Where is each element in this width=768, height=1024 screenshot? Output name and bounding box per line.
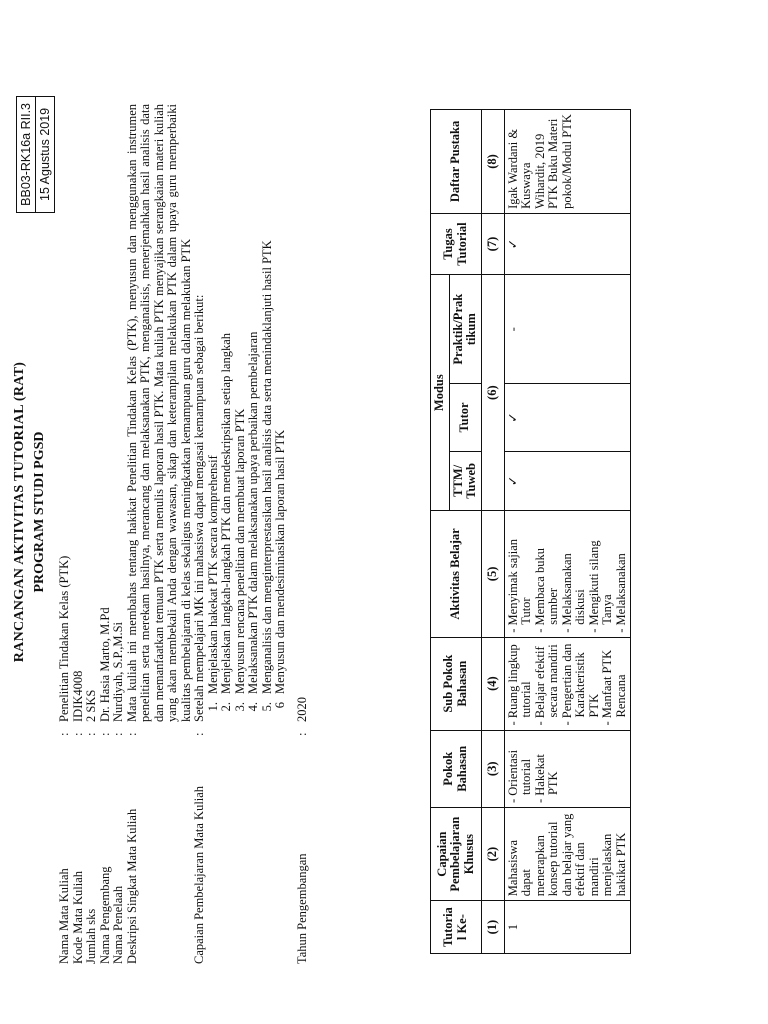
info-label: Nama Penelaah — [111, 885, 125, 964]
info-label: Nama Pengembang — [97, 866, 112, 964]
info-value: IDIK4008 — [70, 670, 85, 722]
column-number: (5) — [481, 511, 504, 638]
document-code: BB03-RK16a RII.3 — [17, 97, 36, 212]
header-sub-pokok-bahasan: Sub Pokok Bahasan — [431, 637, 482, 730]
column-number: (6) — [481, 275, 504, 511]
column-number: (4) — [481, 637, 504, 730]
column-number: (2) — [481, 808, 504, 901]
info-row-deskripsi: Deskripsi Singkat Mata Kuliah : Mata kuliah ini membahas tentang hakikat Penelitian Tindakan Kelas (PTK), menyusun dan menggunakan instrumen penelitian serta merekam hasilnya, merancang dan melaksanakan PTK, menganalisis, menerjemahkan hasil analisis data dan memanfaatkan temuan PTK serta menulis laporan hasil PTK. Mata kuliah PTK menyajikan serangkaian materi kuliah yang akan membekali Anda dengan wawasan, sikap dan keterampilan melakukan PTK dalam upaya guru memperbaiki kualitas pembelajaran di kelas sekaligus meningkatkan kemampuan guru dalam melakukan PTK — [124, 104, 193, 964]
tutorial-activity-table — [430, 109, 631, 954]
info-row-tahun: Tahun Pengembangan : 2020 — [296, 104, 310, 964]
list-item: - Ruang lingkup tutorial — [507, 642, 534, 726]
learning-outcomes-list — [207, 104, 288, 722]
header-pokok-bahasan: Pokok Bahasan — [431, 730, 482, 808]
cell-praktik: - — [504, 275, 631, 384]
list-item: 1. Menjelaskan hakekat PTK secara komprehensif — [205, 455, 220, 712]
info-label: Tahun Pengembangan — [294, 853, 309, 964]
list-item: 3. Menyusun rencana penelitian dan membuat laporan PTK — [232, 408, 247, 712]
header-aktivitas-belajar: Aktivitas Belajar — [431, 511, 482, 638]
cell-tutor-check: ✓ — [504, 384, 631, 451]
header-tugas-tutorial: Tugas Tutorial — [431, 213, 482, 274]
column-number: (3) — [481, 730, 504, 808]
header-ttm-tuweb: TTM/ Tuweb — [449, 451, 481, 510]
header-tutor: Tutor — [449, 384, 481, 451]
list-item: - Hakekat PTK — [534, 735, 561, 804]
page-subtitle: PROGRAM STUDI PGSD — [32, 431, 47, 593]
info-row-kode-mk: Kode Mata Kuliah : IDIK4008 — [72, 104, 86, 964]
cell-tugas-check: ✓ — [504, 213, 631, 274]
list-item: - Melaksanakan — [615, 515, 629, 633]
list-item: 4. Melaksanakan PTK dalam melaksanakan upaya perbaikan pembelajaran — [246, 331, 260, 712]
table-row — [504, 110, 631, 954]
cell-daftar-pustaka: Igak Wardani & Kuswaya Wihardit, 2019 PTK Buku Materi pokok/Modul PTK — [504, 110, 631, 214]
info-label: Jumlah sks — [84, 908, 98, 964]
header-tutorial: Tutoria l Ke- — [431, 901, 482, 954]
info-value: Dr. Hasia Marto, M.Pd — [97, 607, 112, 722]
list-item: - Manfaat PTK Rencana — [601, 642, 628, 726]
info-value: 2020 — [294, 697, 309, 722]
list-item: - Membaca buku sumber — [534, 515, 561, 633]
course-info — [58, 104, 309, 964]
cell-pokok-bahasan — [504, 730, 631, 808]
column-number: (7) — [481, 213, 504, 274]
column-number: (1) — [481, 901, 504, 954]
list-item: - Orientasi tutorial — [507, 735, 534, 804]
cell-aktivitas-belajar — [504, 511, 631, 638]
document-date: 15 Agustus 2019 — [38, 107, 52, 201]
learning-outcomes-intro: Setelah mempelajari MK ini mahasiswa dapat mengasai kemampuan sebagai berikut: — [192, 294, 206, 722]
header-capaian: Capaian Pembelajaran Khusus — [431, 808, 482, 901]
info-label: Capaian Pembelajaran Mata Kuliah — [192, 785, 206, 964]
cell-ttm-tuweb-check: ✓ — [504, 451, 631, 510]
list-item: 6 Menyusun dan mendesiminasikan laporan hasil PTK — [273, 429, 287, 709]
column-number: (8) — [481, 110, 504, 214]
info-label: Nama Mata Kuliah — [57, 868, 71, 964]
learning-outcomes — [193, 104, 288, 722]
info-row-pengembang: Nama Pengembang : Dr. Hasia Marto, M.Pd — [99, 104, 113, 964]
cell-sub-pokok-bahasan — [504, 637, 631, 730]
info-label: Deskripsi Singkat Mata Kuliah — [124, 808, 139, 964]
list-item: - Pengertian dan Karakteristik PTK — [561, 642, 602, 726]
info-value: Penelitian Tindakan Kelas (PTK) — [57, 555, 71, 722]
list-item: - Melaksanakan diskusi — [561, 515, 588, 633]
header-modus: Modus — [431, 275, 450, 511]
course-description: Mata kuliah ini membahas tentang hakikat Penelitian Tindakan Kelas (PTK), menyusun dan menggunakan instrumen penelitian serta merekam hasilnya, merancang dan melaksanakan PTK, menganalisis, menerjemahkan hasil analisis data dan memanfaatkan temuan PTK serta menulis laporan hasil PTK. Mata kuliah PTK menyajikan serangkaian materi kuliah yang akan membekali Anda dengan wawasan, sikap dan keterampilan melakukan PTK dalam upaya guru memperbaiki kualitas pembelajaran di kelas sekaligus meningkatkan kemampuan guru dalam melakukan PTK — [124, 104, 193, 722]
list-item: - Belajar efektif secara mandiri — [534, 642, 561, 726]
cell-capaian: Mahasiswa dapat menerapkan konsep tutorial dan belajar yang efektif dan mandiri menjelaskan hakikat PTK — [504, 808, 631, 901]
list-item: 2. Menjelaskan langkah-langkah PTK dan mendeskripsikan setiap langkah — [219, 332, 233, 712]
header-daftar-pustaka: Daftar Pustaka — [431, 110, 482, 214]
info-label: Kode Mata Kuliah — [70, 870, 85, 964]
list-item: - Mengikuti silang Tanya — [588, 515, 615, 633]
list-item: 5. Menganalisis dan menginterprestasikan hasil analisis data serta menindaklanjuti hasil PTK — [259, 240, 274, 712]
page-title: RANCANGAN AKTIVITAS TUTORIAL (RAT) — [12, 361, 27, 663]
info-row-penelaah: Nama Penelaah : Nurdiyah, S.P.,M.Si — [112, 104, 126, 964]
cell-tutorial: 1 — [504, 901, 631, 954]
info-value: Nurdiyah, S.P.,M.Si — [111, 621, 125, 722]
list-item: - Menyimak sajian Tutor — [507, 515, 534, 633]
info-value: 2 SKS — [84, 689, 98, 722]
info-row-nama-mk: Nama Mata Kuliah : Penelitian Tindakan Kelas (PTK) — [58, 104, 72, 964]
header-praktik: Praktik/Prak tikum — [449, 275, 481, 384]
info-row-capaian: Capaian Pembelajaran Mata Kuliah : Setelah mempelajari MK ini mahasiswa dapat mengasai kemampuan sebagai berikut: 1. Menjelaskan hakekat PTK secara komprehensif 2. Menjelaskan langkah-langkah PTK dan mendeskripsikan setiap langkah 3. Menyusun rencana penelitian dan membuat laporan PTK 4. Melaksanakan PTK dalam melaksanakan upaya perbaikan pembelajaran 5. Menganalisis dan menginterprestasikan hasil analisis data serta menindaklanjuti hasil PTK 6 Menyusun dan mendesiminasikan laporan hasil PTK — [193, 104, 288, 964]
info-row-sks: Jumlah sks : 2 SKS — [85, 104, 99, 964]
